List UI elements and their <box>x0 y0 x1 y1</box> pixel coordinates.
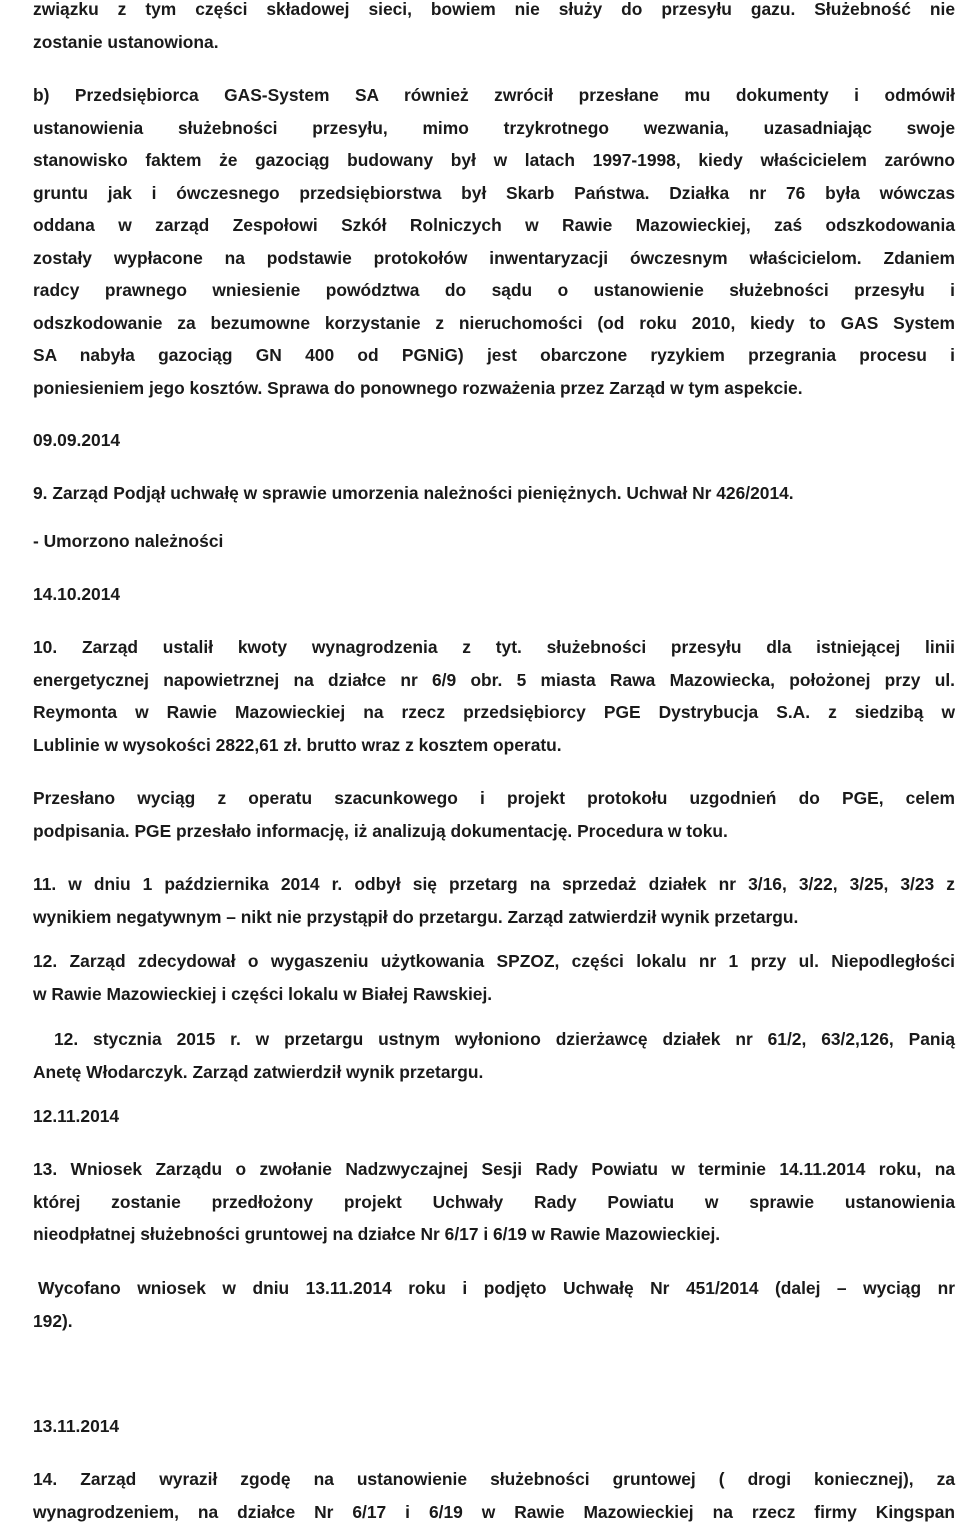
paragraph-10 <box>33 631 955 761</box>
text-line: Wycofano wniosek w dniu 13.11.2014 roku i podjęto Uchwałę Nr 451/2014 (dalej – wyciąg nr <box>38 1278 955 1298</box>
text-line: podpisania. PGE przesłało informację, iż analizują dokumentację. Procedura w toku. <box>33 820 728 841</box>
text-line: radcy prawnego wniesienie powództwa do sądu o ustanowienie służebności przesyłu i <box>33 280 955 300</box>
paragraph-10-note <box>33 782 955 847</box>
text-line: poniesieniem jego kosztów. Sprawa do ponownego rozważenia przez Zarząd w tym aspekcie. <box>33 377 803 398</box>
text-line: Anetę Włodarczyk. Zarząd zatwierdził wynik przetargu. <box>33 1061 484 1082</box>
paragraph-9: 9. Zarząd Podjął uchwałę w sprawie umorzenia należności pieniężnych. Uchwał Nr 426/2014. <box>33 483 794 503</box>
text-line: Lublinie w wysokości 2822,61 zł. brutto wraz z kosztem operatu. <box>33 734 562 755</box>
text-line: 14. Zarząd wyraził zgodę na ustanowienie służebności gruntowej ( drogi koniecznej), za <box>33 1469 955 1489</box>
text-line: odszkodowanie za bezumowne korzystanie z nieruchomości (od roku 2010, kiedy to GAS System <box>33 312 955 333</box>
section-date: 13.11.2014 <box>33 1416 120 1436</box>
paragraph-13 <box>33 1153 955 1251</box>
text-line: SA nabyła gazociąg GN 400 od PGNiG) jest obarczone ryzykiem przegrania procesu i <box>33 345 955 365</box>
text-line: wynikiem negatywnym – nikt nie przystąpił do przetargu. Zarząd zatwierdził wynik przetargu. <box>33 906 799 927</box>
text-line: zostanie ustanowiona. <box>33 31 219 52</box>
paragraph-14 <box>33 1463 955 1528</box>
paragraph-11 <box>33 868 955 933</box>
paragraph-intro <box>33 0 955 58</box>
text-line: zostały wypłacone na podstawie protokołów inwentaryzacji ówczesnym właścicielom. Zdaniem <box>33 247 955 268</box>
text-line: energetycznej napowietrznej na działce nr 6/9 obr. 5 miasta Rawa Mazowiecka, położonej przy ul. <box>33 669 955 690</box>
text-line: 13. Wniosek Zarządu o zwołanie Nadzwyczajnej Sesji Rady Powiatu w terminie 14.11.2014 roku, na <box>33 1159 955 1179</box>
text-line: 11. w dniu 1 października 2014 r. odbył się przetarg na sprzedaż działek nr 3/16, 3/22, 3/25, 3/23 z <box>33 874 955 894</box>
text-line: gruntu jak i ówczesnego przedsiębiorstwa był Skarb Państwa. Działka nr 76 była wówczas <box>33 182 955 203</box>
text-line: 192). <box>33 1310 73 1331</box>
text-line: stanowisko faktem że gazociąg budowany był w latach 1997-1998, kiedy właścicielem zarówno <box>33 150 955 170</box>
paragraph-12 <box>33 945 955 1010</box>
text-line: w Rawie Mazowieckiej i części lokalu w Białej Rawskiej. <box>33 983 493 1004</box>
text-line: związku z tym części składowej sieci, bowiem nie służy do przesyłu gazu. Służebność nie <box>33 0 955 19</box>
section-date: 12.11.2014 <box>33 1106 120 1126</box>
text-line: b) Przedsiębiorca GAS-System SA również zwrócił przesłane mu dokumenty i odmówił <box>33 85 955 105</box>
section-date: 14.10.2014 <box>33 584 121 604</box>
text-line: oddana w zarząd Zespołowi Szkół Rolniczych w Rawie Mazowieckiej, zaś odszkodowania <box>33 215 955 235</box>
text-line: Przesłano wyciąg z operatu szacunkowego i projekt protokołu uzgodnień do PGE, celem <box>33 788 955 808</box>
text-line: nieodpłatnej służebności gruntowej na działce Nr 6/17 i 6/19 w Rawie Mazowieckiej. <box>33 1224 721 1244</box>
paragraph-13-note <box>33 1272 955 1337</box>
text-line: 12. stycznia 2015 r. w przetargu ustnym wyłoniono dzierżawcę działek nr 61/2, 63/2,126, Panią <box>54 1029 955 1049</box>
text-line: 10. Zarząd ustalił kwoty wynagrodzenia z tyt. służebności przesyłu dla istniejącej linii <box>33 637 955 657</box>
paragraph-12-note <box>33 1023 955 1088</box>
paragraph-b <box>33 79 955 404</box>
text-line: 12. Zarząd zdecydował o wygaszeniu użytkowania SPZOZ, części lokalu nr 1 przy ul. Niepodległości <box>33 951 955 971</box>
text-line: ustanowienia służebności przesyłu, mimo trzykrotnego wezwania, uzasadniając swoje <box>33 117 955 138</box>
text-line: Reymonta w Rawie Mazowieckiej na rzecz przedsiębiorcy PGE Dystrybucja S.A. z siedzibą w <box>33 702 955 722</box>
paragraph-9-note: - Umorzono należności <box>33 531 224 551</box>
text-line: wynagrodzeniem, na działce Nr 6/17 i 6/19 w Rawie Mazowieckiej na rzecz firmy Kingspan <box>33 1501 955 1522</box>
section-date: 09.09.2014 <box>33 430 121 450</box>
text-line: której zostanie przedłożony projekt Uchwały Rady Powiatu w sprawie ustanowienia <box>33 1191 955 1212</box>
